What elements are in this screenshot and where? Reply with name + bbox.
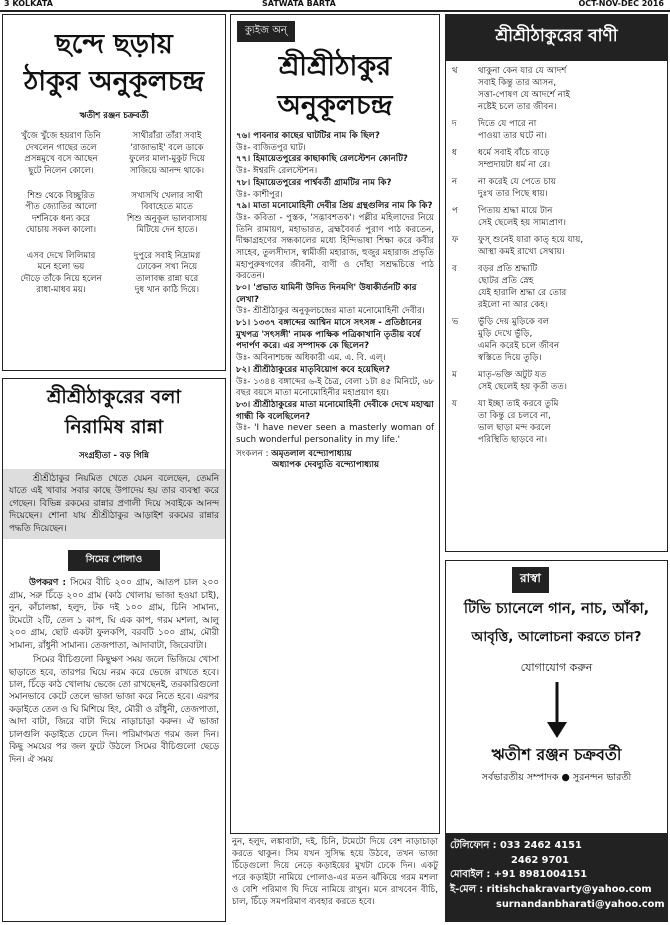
saying-text xyxy=(478,234,667,258)
ad-person-name: ঋতীশ রঞ্জন চক্রবর্তী xyxy=(491,745,622,765)
saying-line: পাওয়া তার ঘটে না। xyxy=(478,131,547,141)
quiz-answer: উঃ- 'I have never seen a masterly woman of such wonderful personality in my life.' xyxy=(236,423,434,445)
credit-label: সংকলন : xyxy=(236,448,269,459)
poem-line: এসব দেখে লিলিমার xyxy=(26,250,96,261)
poem-line: মিটিয়ে দেন হাতে। xyxy=(136,225,198,236)
poem-line: দুপুরে সবাই নিদ্রামগ্ন xyxy=(133,250,201,261)
poem-line: সখাসখি খেলার সাথী xyxy=(131,190,203,201)
poem-line: শিশু অনুকূল ভালবাসায় xyxy=(126,213,208,224)
poem-line: পীত জ্যোতির আলো xyxy=(25,202,97,213)
saying-text xyxy=(478,65,667,113)
saying-line: ভুঁড়ি দেয় মুড়িকে বল xyxy=(478,317,550,327)
poem-stanza xyxy=(11,251,111,297)
saying-line: সেই ছেলেই হয় সাম্যপ্রাণ। xyxy=(478,218,566,228)
quiz-title-line-1: শ্রীশ্রীঠাকুর xyxy=(278,51,392,82)
poem-line: 'রাজাভাই' বলে ডাকে xyxy=(130,142,204,153)
ad-role-2: সুরনন্দন ভারতী xyxy=(572,771,632,783)
saying-line: না করেই যে পেতে চায় xyxy=(478,177,556,187)
quiz-answer: উঃ- বাজিতপুর ঘাট। xyxy=(236,142,306,153)
saying-item xyxy=(446,205,667,229)
quiz-question: ৮১। ১৩৩৭ বঙ্গাব্দের আশ্বিন মাসে সৎসঙ্গ - প্রতিষ্ঠানের মুখপত্র 'সৎসঙ্গী' নামক পাক্ষিক পত্রিকাখানি তৃতীয় বর্ষে পদার্পণ করে। এর সম্পাদক কে ছিলেন? xyxy=(236,318,422,352)
poem-line: ছুটে নিলেন কোলে। xyxy=(28,165,94,176)
middle-column xyxy=(230,14,440,922)
poem-line: তালাবন্ধ রান্না ঘরে xyxy=(135,273,199,284)
saying-line: ফুস্‌ শুনেই যারা কাত্‌ হয়ে যায়, xyxy=(478,235,584,245)
issue-date: OCT-NOV-DEC 2016 xyxy=(578,0,664,8)
phone-1[interactable]: 033 2462 4151 xyxy=(499,840,582,851)
quiz-question: ৭৮। হিমায়েতপুরের পার্শ্ববর্তী গ্রামটির নাম কি? xyxy=(236,177,392,188)
saying-letter: দ xyxy=(452,119,457,129)
poem-line: দেখলেন গাছের তলে xyxy=(25,142,97,153)
saying-item xyxy=(446,234,667,258)
mobile-number[interactable]: +91 8981004151 xyxy=(493,869,588,881)
saying-item xyxy=(446,118,667,142)
page-header xyxy=(0,0,670,10)
quiz-question: ৭৭। হিমায়েতপুরের কাছাকাছি রেলস্টেশন কোনটি? xyxy=(236,154,408,165)
saying-item xyxy=(446,147,667,171)
quiz-question: ৮৩। শ্রীশ্রীঠাকুরের মাতা মনোমোহিনী দেবীকে দেখে মহাত্মা গান্ধী কি বলেছিলেন? xyxy=(236,399,434,422)
poem-stanza xyxy=(117,131,217,177)
phone-2[interactable]: 2462 9701 xyxy=(511,854,569,866)
quiz-question: ৭৬। পাবনার কাছের ঘাটটির নাম কি ছিল? xyxy=(236,131,380,142)
saying-line: মুড়ি দেখে ভুঁড়ি, xyxy=(478,329,533,339)
ad-contact-block xyxy=(446,833,667,921)
poem-line: সাথীরাঁরা তাঁরা সবাই xyxy=(132,131,202,142)
quiz-answer: উঃ- কবিতা - পুস্তক, 'সদ্ভাবশতক'। পল্লীর মহিলাদের নিয়ে তিনি রামায়ণ, মহাভারত, ব্রহ্মবৈবর্ত পুরাণ পাঠ করতেন, দীক্ষাগ্রহণের সন্ধকালের মধ্যে হিন্দিভাষা শিক্ষা করে কবীর সাহেব, তুলসীদাস, স্বামীজী মহারাজ, হুজুর মহারাজ প্রভৃতি মহাপুরুষগণের জীবনী, বাণী ও দোঁহা সশ্রদ্ধচিত্তে পাঠ করতেন। xyxy=(236,212,434,282)
recipe-article xyxy=(2,378,226,922)
ad-roles xyxy=(446,771,667,786)
saying-line: নষ্টেই চলে তার জীবন। xyxy=(478,102,557,112)
saying-line: আস্থা কমই রাখো সেথায়। xyxy=(478,247,565,257)
poem-stanza xyxy=(117,251,217,297)
quiz-question: ৮২। শ্রীশ্রীঠাকুরের মাতৃবিয়োগ কবে হয়েছিল? xyxy=(236,364,391,375)
email-label: ই-মেল : xyxy=(450,884,484,896)
recipe-title-line-1: শ্রীশ্রীঠাকুরের বলা xyxy=(47,386,181,408)
poem-stanza xyxy=(11,191,111,237)
ad-role-1: সর্বভারতীয় সম্পাদক xyxy=(481,771,559,783)
left-column xyxy=(2,14,226,922)
saying-letter: ব xyxy=(452,264,457,274)
quiz-title-line-2: অনুকূলচন্দ্র xyxy=(277,90,393,122)
phone-label: টেলিফোন : xyxy=(450,840,497,851)
quiz-question: ৮০। 'প্রভাত যামিনী উদিত দিনমণি' উষাকীর্তনটি কার লেখা? xyxy=(236,283,417,305)
quiz-article xyxy=(230,14,440,834)
quiz-answer: উঃ- ঈশ্বরদি রেলস্টেশন। xyxy=(236,166,318,177)
saying-line: সত্তা-পোষণ যে আদর্শে নাই xyxy=(478,90,570,100)
saying-item xyxy=(446,176,667,200)
ad-contact-prompt: যোগাযোগ করুন xyxy=(520,661,593,675)
credit-name-1: অমৃতলাল বন্দ্যোপাধ্যায় xyxy=(271,448,352,459)
saying-letter: ন xyxy=(452,177,458,187)
saying-letter: ধ xyxy=(452,148,457,158)
saying-line: ধর্মে সবাই বাঁচে বাড়ে xyxy=(478,148,550,158)
sayings-list xyxy=(446,61,667,446)
saying-item xyxy=(446,65,667,113)
recipe-continuation: নুন, হলুদ, লঙ্কাবাটা, দই, চিনি, টমেটো দিয়ে বেশ নাড়াচাড়া করতে থাকুন। সিম যখন সুসিদ্ধ হয়ে উঠবে, তখন ভাজা চিঁড়েগুলো দিয়ে নেড়ে কড়াইয়ের মুখটা ঢেকে দিন। একটু পরে কড়াইটা নামিয়ে পোলাও-এর মতন ঝাঁকিয়ে গরম মশলা ও বেশি পরিমাণ ঘি দিয়ে নামিয়ে রাখুন। মনে রাখবেন বীচি, চাল, চিঁড়ে সমপরিমাণ ব্যবহার করতে হবে। xyxy=(232,837,438,908)
quiz-tag: ক্যুইজ অন্ xyxy=(237,21,295,42)
poem-line: বিবাহেতে মাতে xyxy=(141,202,193,213)
saying-text xyxy=(478,398,667,446)
poem-stanza xyxy=(11,131,111,177)
recipe-method: সিমের বীচিগুলো কিছুক্ষণ সময় জলে ভিজিয়ে খোসা ছাড়াতে হবে, তারপর ঘিয়ে নরম করে ভেজে রাখতে হবে। চাল, চিঁড়ে কাঠ খোলায় ভেজে তো রাখছেনই, তরকারিগুলো সমানভাবে কেটে তেলে ভাজা ভাজা করে নিতে হবে। এরপর কড়াইতে তেল ও ঘি মিশিয়ে হিং, মৌরী ও রাঁধুনী, তেজপাতা, আদা বাটা, জিরে বাটা দিয়ে নাড়াচাড়া করুন। ঐ ভাজা চালগুলি কড়াইতে ঢেলে দিন। পরিমাণমত গরম জল দিন। কিছু সময়ের পর জল ফুটে উঠলে সিমের বীচিগুলো ছেড়ে দিন। ঐ সময় xyxy=(9,655,219,765)
saying-item xyxy=(446,398,667,446)
saying-line: দিতে যে পারে না xyxy=(478,119,537,129)
email-2[interactable]: surnandanbharati@yahoo.com xyxy=(496,898,665,910)
saying-letter: ম xyxy=(452,370,457,380)
saying-line: সম্প্রদায়টা ধর্ম না রে। xyxy=(478,160,551,170)
saying-letter: প xyxy=(452,206,458,216)
poem-line: মনে হলো ভয় xyxy=(37,262,85,273)
saying-line: থাকুনা কেন যার যে আদর্শ xyxy=(478,66,567,76)
saying-text xyxy=(478,147,667,171)
email-1[interactable]: ritishchakravarty@yahoo.com xyxy=(486,884,652,896)
saying-text xyxy=(478,118,667,142)
poem-line: ঘোচায় সকল কালো। xyxy=(25,225,97,236)
recipe-compiler: সংগ্রহীতা - বড় গিন্নি xyxy=(79,450,149,461)
saying-line: স্বস্তিতে দিয়ে তুড়ি। xyxy=(478,353,542,363)
saying-item xyxy=(446,316,667,364)
page-number-location: 3 KOLKATA xyxy=(4,0,53,8)
recipe-title-line-2: নিরামিষ রান্না xyxy=(64,415,164,438)
quiz-question: ৭৯। মাতা মনোমোহিনী দেবীর প্রিয় গ্রন্থগুলির নাম কি কি? xyxy=(236,201,433,212)
quiz-answer: উঃ- কাশীপুর। xyxy=(236,189,283,200)
poem-article xyxy=(2,14,226,371)
ad-headline-2: আবৃত্তি, আলোচনা করতে চান? xyxy=(471,628,642,645)
saying-line: এমনি করেই চলে জীবন xyxy=(478,341,560,351)
saying-line: দুঃখ তার পিছে ধায়। xyxy=(478,189,548,199)
right-column xyxy=(445,14,668,922)
poem-line: ঢোকেন সখা নিয়ে xyxy=(136,262,198,273)
ingredients-text: সিমের বীচি ২০০ গ্রাম, আতপ চাল ২০০ গ্রাম, সরু চিঁড়ে ২০০ গ্রাম (কাঠ খোলায় ভাজা হওয়া চাই), নুন, কাঁচালঙ্কা, হলুদ, টক দই ১০০ গ্রাম, চিনি সামান্য, টমেটো ২টি, তেল ১ কাপ, ঘি এক কাপ, গরম মশলা, আলু ২০০ গ্রাম, ছোট একটা ফুলকপি, বরবটি ১০০ গ্রাম, মৌরী সামান্য, রাঁধুনী সামান্য। তেজপাতা, আদাবাটা, জিরেবাটা। xyxy=(9,578,219,651)
saying-line: সেই ছেলেই হয় কৃতী তত। xyxy=(478,382,568,392)
ingredients-label: উপকরণ : xyxy=(29,578,67,589)
quiz-credits xyxy=(231,447,439,472)
quiz-list xyxy=(231,121,439,447)
bullet-icon: ● xyxy=(561,771,570,783)
quiz-answer: উঃ- অবিনাশচন্দ্র অধিকারী এম. এ. বি. এল্। xyxy=(236,353,386,364)
saying-item xyxy=(446,369,667,393)
poem-title-line-1: ছন্দে ছড়ায় xyxy=(55,29,173,60)
saying-line: রইলো না আর কেহ। xyxy=(478,300,548,310)
poem-line: ফুলের মালা-মুকুট দিয়ে xyxy=(129,154,205,165)
saying-line: ছোটর প্রতি স্নেহ xyxy=(478,276,534,286)
saying-text xyxy=(478,369,667,393)
saying-item xyxy=(446,263,667,311)
poem-line: দুধ খান কাঠি দিয়ে। xyxy=(134,285,200,296)
advertisement xyxy=(445,560,668,922)
poem-title-line-2: ঠাকুর অনুকূলচন্দ্র xyxy=(23,66,205,98)
poem-line: দৌড়ে তাঁকে নিয়ে হলেন xyxy=(20,273,102,284)
dish-name: সিমের পোলাও xyxy=(68,550,161,571)
poem-line: সাজিয়ে আনন্দ থাকে। xyxy=(129,165,205,176)
sayings-title: শ্রীশ্রীঠাকুরের বাণী xyxy=(446,15,667,61)
saying-line: পিতায় শ্রদ্ধা মায়ে টান xyxy=(478,206,553,216)
poem-line: খুঁজে খুঁজে হয়রাণ তিনি xyxy=(21,131,101,142)
saying-line: যেই হারালি শ্রদ্ধা রে তোর xyxy=(478,288,567,298)
recipe-ingredients xyxy=(3,571,225,652)
saying-text xyxy=(478,316,667,364)
quiz-answer: উঃ- শ্রীশ্রীঠাকুর অনুকূলচন্দ্রের মাতা মনোমোহিনী দেবীর। xyxy=(236,306,425,317)
saying-text xyxy=(478,205,667,229)
saying-line: মাতৃ-ভক্তি অটুট যত xyxy=(478,370,547,380)
saying-line: যা ইচ্ছা তাই করবে তুমি xyxy=(478,399,559,409)
saying-line: তা কিন্তু রে চলবে না, xyxy=(478,411,551,421)
saying-line: সবাই কিন্তু তার আসন, xyxy=(478,78,557,88)
poem-line: শিশু থেকে বিচ্ছুরিত xyxy=(27,190,95,201)
saying-letter: ফ xyxy=(452,235,459,245)
saying-line: বড়র প্রতি শ্রদ্ধাটি xyxy=(478,264,538,274)
poem-stanzas xyxy=(3,123,225,297)
saying-letter: ভ xyxy=(452,317,459,327)
saying-text xyxy=(478,176,667,200)
saying-text xyxy=(478,263,667,311)
poem-line: দর্শনিকে ধন্য করে xyxy=(31,213,91,224)
poem-author: ঋতীশ রঞ্জন চক্রবর্তী xyxy=(79,111,149,122)
saying-line: ভাল ছাড়া মন্দ করলে xyxy=(478,423,551,433)
down-arrow-icon xyxy=(545,682,569,738)
mobile-label: মোবাইল : xyxy=(450,869,491,881)
sayings-article xyxy=(445,14,668,552)
publication-name: SATWATA BARTA xyxy=(262,0,336,8)
header-rule xyxy=(0,10,670,12)
recipe-intro: শ্রীশ্রীঠাকুর নিয়মিত খেতে যেমন বলেছেন, তেমনি যাতে এই খাবার সবার কাছে উপাদেয় হয় তার ব্যবস্থা করে গেছেন। বিভিন্ন রকমের রান্নার প্রণালী দিয়ে সবাইকে আনন্দ দিয়েছেন। শোনা যায় শ্রীশ্রীঠাকুর আড়াইশ রকমের রান্নার পদ্ধতি দিয়েছেন। xyxy=(3,469,225,539)
poem-stanza xyxy=(117,191,217,237)
ad-tag: রাস্বা xyxy=(512,567,549,593)
saying-letter: থ xyxy=(452,66,458,76)
ad-headline-1: টিভি চ্যানেলে গান, নাচ, আঁকা, xyxy=(463,601,650,617)
saying-letter: য xyxy=(452,399,458,409)
saying-line: পরিস্থিতি ছাড়বে না। xyxy=(478,435,548,445)
credit-name-2: অধ্যাপক দেবদ্যুতি বন্দ্যোপাধ্যায় xyxy=(272,460,380,471)
poem-line: রাধা-মাধব ময়। xyxy=(36,285,86,296)
poem-line: প্রসন্নমুখে বসে আছেন xyxy=(24,154,98,165)
quiz-answer: উঃ- ১৩৪৪ বঙ্গাব্দের ৬-ই চৈত্র, বেলা ১টা ৪৫ মিনিটে, ৬৮ বছর বয়সে মাতা মনোমোহিনীর মহাপ্রয়াণ হয়। xyxy=(236,376,434,399)
